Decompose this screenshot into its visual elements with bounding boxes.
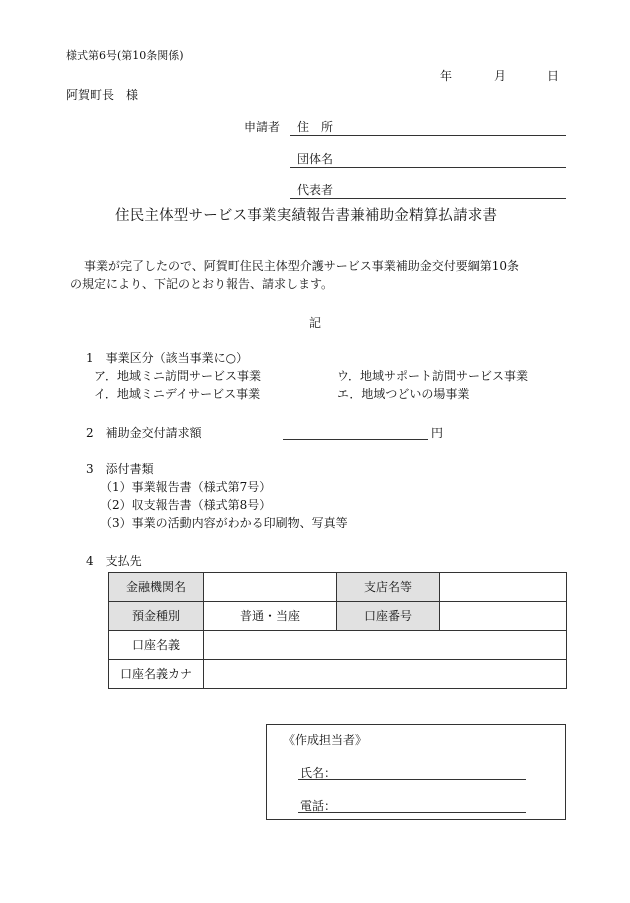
group-name-label: 団体名 — [297, 152, 334, 166]
preparer-phone-label: 電話： — [300, 799, 337, 813]
account-type-label: 預金種別 — [109, 602, 204, 631]
body-text-line2: の規定により、下記のとおり報告、請求します。 — [70, 277, 334, 291]
applicant-label: 申請者 — [244, 120, 281, 134]
preparer-heading: 《作成担当者》 — [283, 733, 368, 747]
section1-heading: 1 事業区分（該当事業に○） — [86, 351, 249, 365]
branch-name-field[interactable] — [440, 573, 567, 602]
table-row — [109, 660, 567, 689]
preparer-name-field[interactable] — [298, 779, 526, 780]
table-row — [109, 573, 567, 602]
attachment-item-1: （1）事業報告書（様式第7号） — [100, 480, 272, 494]
account-type-value[interactable]: 普通・当座 — [204, 602, 337, 631]
document-title: 住民主体型サービス事業実績報告書兼補助金精算払請求書 — [115, 208, 498, 224]
bank-name-field[interactable] — [204, 573, 337, 602]
account-holder-label: 口座名義 — [109, 631, 204, 660]
form-number: 様式第6号(第10条関係) — [66, 49, 184, 62]
attachment-item-3: （3）事業の活動内容がわかる印刷物、写真等 — [100, 516, 348, 530]
bank-name-label: 金融機関名 — [109, 573, 204, 602]
account-holder-kana-label: 口座名義カナ — [109, 660, 204, 689]
address-label: 住 所 — [297, 120, 334, 134]
date-month-label: 月 — [494, 69, 507, 83]
preparer-phone-field[interactable] — [298, 812, 526, 813]
payment-table — [108, 572, 567, 689]
ki-heading: 記 — [309, 316, 322, 330]
representative-field[interactable] — [290, 198, 566, 199]
account-holder-kana-field[interactable] — [204, 660, 567, 689]
yen-unit: 円 — [431, 426, 444, 440]
body-text-line1: 事業が完了したので、阿賀町住民主体型介護サービス事業補助金交付要綱第10条 — [84, 259, 520, 273]
date-year-label: 年 — [440, 69, 453, 83]
account-holder-field[interactable] — [204, 631, 567, 660]
amount-field[interactable] — [283, 439, 428, 440]
section3-heading: 3 添付書類 — [86, 462, 154, 476]
section2-heading: 2 補助金交付請求額 — [86, 426, 202, 440]
business-type-a: ア．地域ミニ訪問サービス事業 — [94, 369, 262, 383]
section4-heading: 4 支払先 — [86, 554, 142, 568]
business-type-e: エ．地域つどいの場事業 — [337, 387, 470, 401]
group-name-field[interactable] — [290, 167, 566, 168]
attachment-item-2: （2）収支報告書（様式第8号） — [100, 498, 272, 512]
preparer-name-label: 氏名： — [300, 766, 337, 780]
representative-label: 代表者 — [297, 183, 334, 197]
table-row — [109, 631, 567, 660]
date-day-label: 日 — [547, 69, 560, 83]
account-number-field[interactable] — [440, 602, 567, 631]
business-type-i: イ．地域ミニデイサービス事業 — [94, 387, 261, 401]
business-type-u: ウ．地域サポート訪問サービス事業 — [337, 369, 529, 383]
address-field[interactable] — [290, 135, 566, 136]
addressee: 阿賀町長 様 — [66, 88, 139, 102]
branch-name-label: 支店名等 — [337, 573, 440, 602]
account-number-label: 口座番号 — [337, 602, 440, 631]
table-row — [109, 602, 567, 631]
